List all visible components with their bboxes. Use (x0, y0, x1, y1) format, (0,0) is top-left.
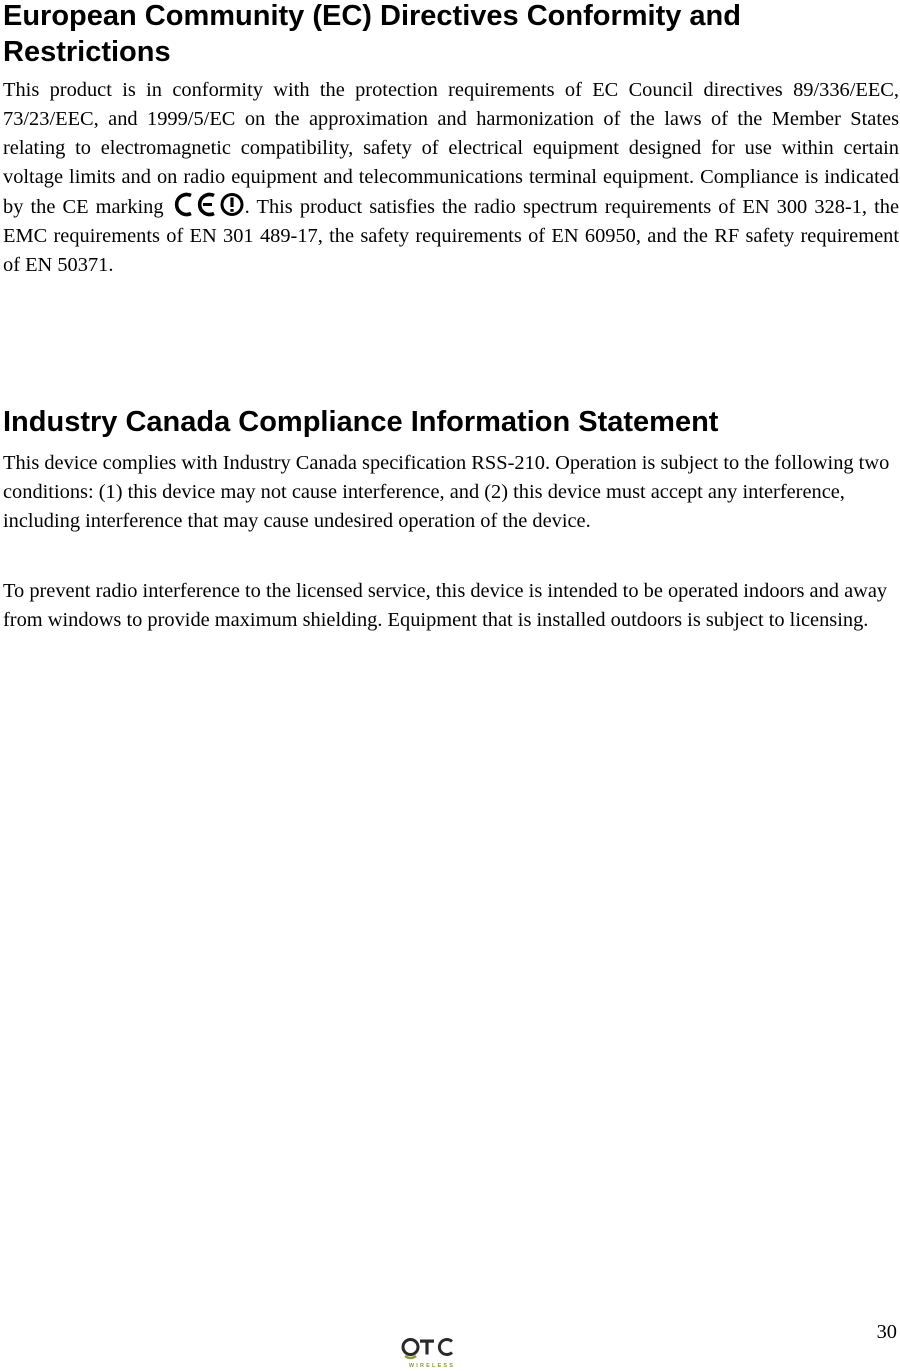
industry-canada-paragraph-1: This device complies with Industry Canada specification RSS-210. Operation is subject to the following two conditions: (1) this device may not cause interference, and (2) this device must accept any interference, including interference that may cause undesired operation of the device. (3, 452, 890, 532)
ec-body-text-part2: . This product satisfies the radio spectrum requirements of EN 300 328-1, the EMC requirements of EN 301 489-17, the safety requirements of EN 60950, and the RF safety requirement of EN 50371. (3, 196, 899, 276)
industry-canada-paragraph-2: To prevent radio interference to the licensed service, this device is intended to be operated indoors and away from windows to provide maximum shielding. Equipment that is installed outdoors is subject to licensing. (3, 580, 888, 631)
ec-body-text-part1: This product is in conformity with the protection requirements of EC Council directives 89/336/EEC, 73/23/EEC, and 1999/5/EC on the approximation and harmonization of the laws of the Member States relating to electromagnetic compatibility, safety of electrical equipment designed for use within certain voltage limits and on radio equipment and telecommunications terminal equipment. Compliance is indicated by the CE marking (3, 79, 899, 218)
ec-directives-paragraph (3, 76, 899, 280)
ce-alert-mark-icon (171, 192, 245, 217)
otc-wireless-logo-icon (400, 1336, 464, 1370)
page-number: 30 (876, 1321, 897, 1343)
ec-directives-heading: European Community (EC) Directives Conformity and Restrictions (3, 0, 741, 68)
industry-canada-heading: Industry Canada Compliance Information Statement (3, 406, 719, 438)
logo-subtext: WIRELESS (408, 1363, 456, 1369)
